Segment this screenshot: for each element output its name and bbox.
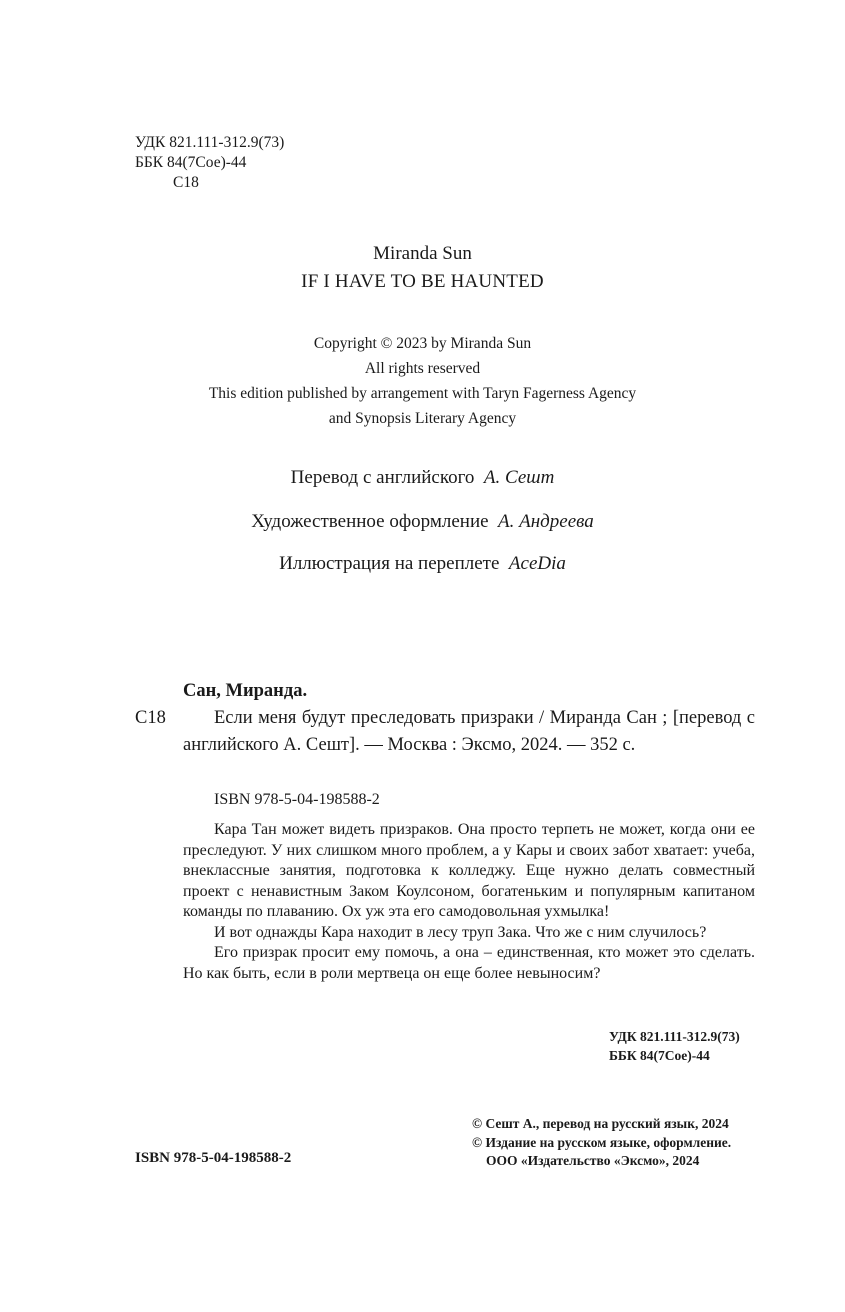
credit-name: А. Сешт <box>483 467 555 488</box>
agency-line: and Synopsis Literary Agency <box>328 410 517 427</box>
copyright-line: Copyright © 2023 by Miranda Sun <box>313 335 532 352</box>
credit-design <box>0 509 845 535</box>
bib-heading: Сан, Миранда. <box>183 681 308 701</box>
annotation-paragraph: И вот однажды Кара находит в лесу труп Зака. Что же с ним случилось? <box>214 923 707 941</box>
credit-name: AceDia <box>508 553 566 574</box>
copyright-publisher: ООО «Издательство «Эксмо», 2024 <box>486 1153 700 1168</box>
rights-reserved-line: All rights reserved <box>364 360 481 377</box>
footer-codes <box>609 1027 740 1065</box>
credit-name: А. Андреева <box>498 511 594 532</box>
footer-isbn: ISBN 978-5-04-198588-2 <box>135 1150 292 1166</box>
annotation-paragraph: Его призрак просит ему помочь, а она – единственная, кто может это сделать. Но как быть, если в роли мертвеца он еще более невыносим? <box>183 944 755 982</box>
footer-copyright <box>472 1115 731 1171</box>
copyright-translation: © Сешт А., перевод на русский язык, 2024 <box>472 1116 729 1131</box>
footer-bbk: ББК 84(7Сое)-44 <box>609 1048 710 1063</box>
credit-translation <box>0 465 845 491</box>
bib-isbn: ISBN 978-5-04-198588-2 <box>214 791 380 808</box>
bib-description <box>183 705 755 758</box>
rights-block <box>0 331 845 431</box>
bib-description-text: Если меня будут преследовать призраки / Миранда Сан ; [перевод с английского А. Сешт]. — Москва : Эксмо, 2024. — 352 с. <box>183 708 755 755</box>
classification-codes <box>135 133 284 193</box>
bib-code: С18 <box>135 708 166 728</box>
annotation-paragraph: Кара Тан может видеть призраков. Она просто терпеть не может, когда они ее преследуют. У них слишком много проблем, а у Кары и своих забот хватает: учеба, внеклассные занятия, подготовка к колледжу. Еще нужно делать совместный проект с ненавистным Заком Коулсоном, богатеньким и популярным капитаном команды по плаванию. Ох уж эта его самодовольная ухмылка! <box>183 821 755 920</box>
credit-illustration <box>0 551 845 577</box>
original-title: IF I HAVE TO BE HAUNTED <box>301 271 544 292</box>
credit-role: Художественное оформление <box>251 511 489 532</box>
bbk-code: ББК 84(7Сое)-44 <box>135 154 247 171</box>
footer-udk: УДК 821.111-312.9(73) <box>609 1029 740 1044</box>
credit-role: Перевод с английского <box>290 467 475 488</box>
copyright-edition: © Издание на русском языке, оформление. <box>472 1134 732 1150</box>
original-author: Miranda Sun <box>373 243 472 264</box>
author-mark: С18 <box>173 174 199 191</box>
arrangement-line: This edition published by arrangement with Taryn Fagerness Agency <box>208 385 637 402</box>
credit-role: Иллюстрация на переплете <box>279 553 500 574</box>
udk-code: УДК 821.111-312.9(73) <box>135 134 285 151</box>
annotation <box>183 820 755 984</box>
